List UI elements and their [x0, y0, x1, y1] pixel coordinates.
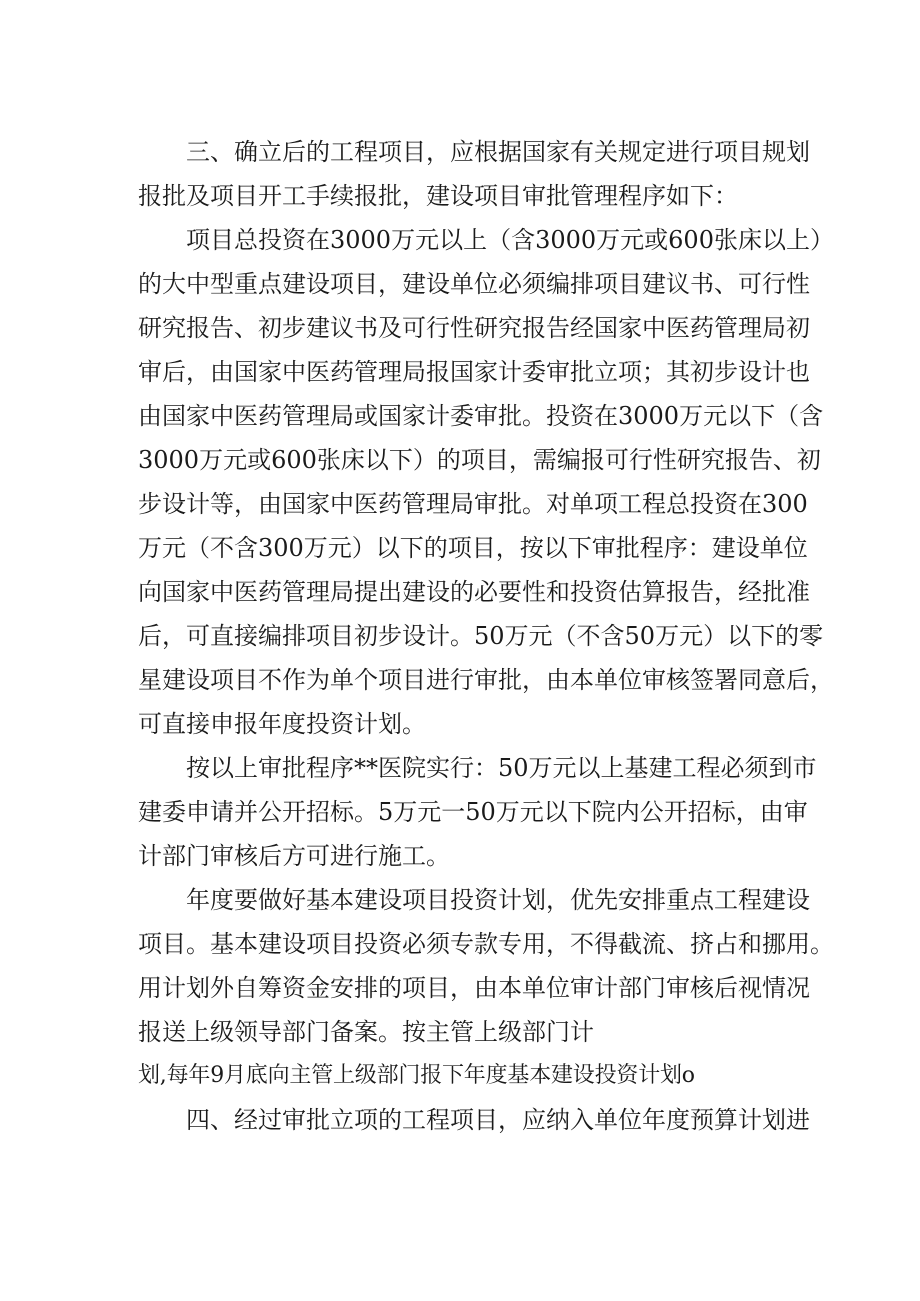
- paragraph-approval-line-7: 步设计等，由国家中医药管理局审批。对单项工程总投资在300: [138, 490, 808, 518]
- paragraph-4-line-1: 四、经过审批立项的工程项目，应纳入单位年度预算计划进: [186, 1106, 810, 1134]
- paragraph-approval-line-10: 后，可直接编排项目初步设计。50万元（不含50万元）以下的零: [138, 622, 824, 650]
- paragraph-annual-plan-line-2: 项目。基本建设项目投资必须专款专用，不得截流、挤占和挪用。: [138, 930, 834, 958]
- paragraph-hospital-line-2: 建委申请并公开招标。5万元一50万元以下院内公开招标，由审: [138, 798, 808, 826]
- paragraph-annual-plan-line-1: 年度要做好基本建设项目投资计划，优先安排重点工程建设: [186, 886, 810, 914]
- paragraph-annual-plan-line-3: 用计划外自筹资金安排的项目，由本单位审计部门审核后视情况: [138, 974, 810, 1002]
- paragraph-approval-line-4: 审后，由国家中医药管理局报国家计委审批立项；其初步设计也: [138, 358, 810, 386]
- paragraph-approval-line-1: 项目总投资在3000万元以上（含3000万元或600张床以上）: [186, 226, 834, 254]
- paragraph-3-line-2: 报批及项目开工手续报批，建设项目审批管理程序如下：: [138, 182, 738, 210]
- paragraph-approval-line-6: 3000万元或600张床以下）的项目，需编报可行性研究报告、初: [138, 446, 821, 474]
- paragraph-hospital-line-3: 计部门审核后方可进行施工。: [138, 842, 450, 870]
- paragraph-approval-line-9: 向国家中医药管理局提出建设的必要性和投资估算报告，经批准: [138, 578, 810, 606]
- paragraph-approval-line-12: 可直接申报年度投资计划。: [138, 710, 426, 738]
- paragraph-approval-line-8: 万元（不含300万元）以下的项目，按以下审批程序：建设单位: [138, 534, 808, 562]
- paragraph-approval-line-3: 研究报告、初步建议书及可行性研究报告经国家中医药管理局初: [138, 314, 810, 342]
- paragraph-hospital-line-1: 按以上审批程序**医院实行：50万元以上基建工程必须到市: [186, 754, 817, 782]
- paragraph-approval-line-5: 由国家中医药管理局或国家计委审批。投资在3000万元以下（含: [138, 402, 824, 430]
- paragraph-annual-plan-line-4: 报送上级领导部门备案。按主管上级部门计: [138, 1018, 594, 1046]
- paragraph-approval-line-11: 星建设项目不作为单个项目进行审批，由本单位审核签署同意后，: [138, 666, 834, 694]
- paragraph-annual-plan-line-5: 划,每年9月底向主管上级部门报下年度基本建设投资计划o: [138, 1063, 695, 1088]
- paragraph-3-line-1: 三、确立后的工程项目，应根据国家有关规定进行项目规划: [186, 138, 810, 166]
- paragraph-approval-line-2: 的大中型重点建设项目，建设单位必须编排项目建议书、可行性: [138, 270, 810, 298]
